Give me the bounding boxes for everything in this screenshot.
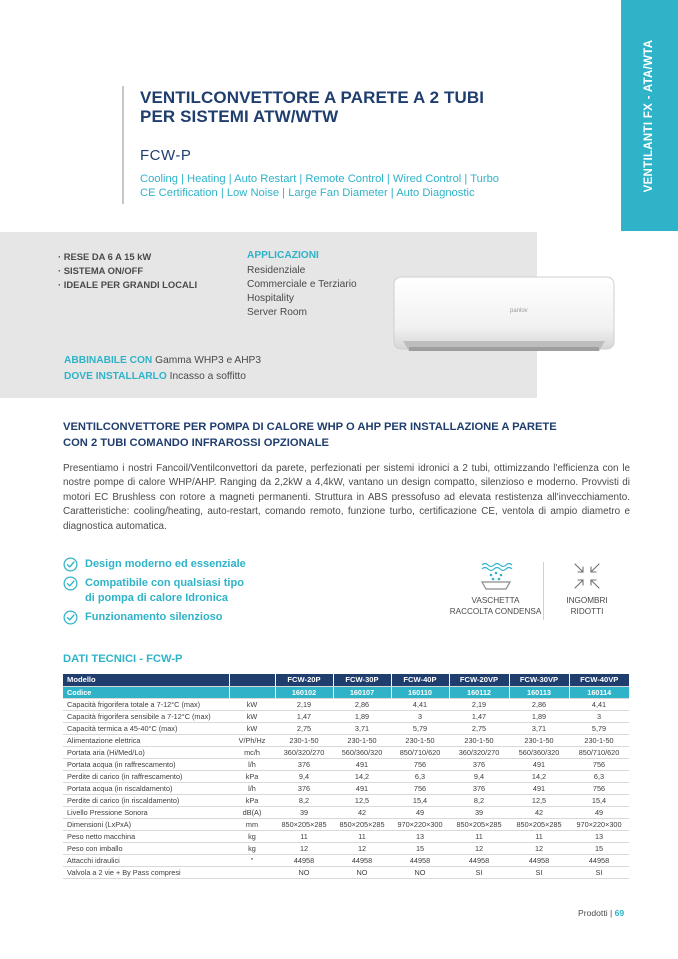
table-cell: Alimentazione elettrica bbox=[63, 734, 229, 746]
table-header-cell: FCW-40VP bbox=[569, 674, 629, 686]
table-cell: kW bbox=[229, 722, 275, 734]
benefit-list bbox=[63, 557, 246, 629]
feature-list bbox=[140, 172, 610, 200]
table-cell: 11 bbox=[509, 830, 569, 842]
table-cell: 3,71 bbox=[509, 722, 569, 734]
table-cell: V/Ph/Hz bbox=[229, 734, 275, 746]
table-cell: 1,89 bbox=[509, 710, 569, 722]
table-row bbox=[63, 710, 629, 722]
table-cell: 39 bbox=[449, 806, 509, 818]
table-cell: 13 bbox=[569, 830, 629, 842]
table-cell: 12 bbox=[275, 842, 333, 854]
table-cell: Codice bbox=[63, 686, 229, 698]
table-header-cell: FCW-20P bbox=[275, 674, 333, 686]
benefit-item bbox=[63, 576, 246, 606]
page-title bbox=[140, 88, 600, 126]
table-cell: 491 bbox=[333, 758, 391, 770]
table-cell: 756 bbox=[391, 782, 449, 794]
table-cell: 160110 bbox=[391, 686, 449, 698]
feature-line: Cooling | Heating | Auto Restart | Remote Control | Wired Control | Turbo bbox=[140, 173, 500, 185]
highlight-item: · IDEALE PER GRANDI LOCALI bbox=[58, 279, 198, 290]
check-circle-icon bbox=[63, 576, 78, 591]
table-cell: 6,3 bbox=[569, 770, 629, 782]
benefit-text: Funzionamento silenzioso bbox=[85, 611, 223, 623]
page-title-line: VENTILCONVETTORE A PARETE A 2 TUBI bbox=[140, 88, 485, 107]
check-circle-icon bbox=[63, 557, 78, 572]
table-cell: 6,3 bbox=[391, 770, 449, 782]
highlight-list bbox=[58, 250, 197, 292]
install-value: Incasso a soffitto bbox=[169, 371, 246, 382]
table-cell: 11 bbox=[333, 830, 391, 842]
highlight-item: · SISTEMA ON/OFF bbox=[58, 265, 144, 276]
table-cell: 970×220×300 bbox=[391, 818, 449, 830]
table-cell: 2,19 bbox=[275, 698, 333, 710]
table-cell: Valvola a 2 vie + By Pass compresi bbox=[63, 866, 229, 878]
table-cell: 49 bbox=[391, 806, 449, 818]
compatible-label: ABBINABILE CON bbox=[64, 355, 153, 366]
compatible-value: Gamma WHP3 e AHP3 bbox=[155, 355, 262, 366]
table-cell: Portata aria (Hi/Med/Lo) bbox=[63, 746, 229, 758]
install-label: DOVE INSTALLARLO bbox=[64, 371, 167, 382]
table-cell: 44958 bbox=[333, 854, 391, 866]
benefit-text: Compatibile con qualsiasi tipo bbox=[85, 577, 244, 589]
table-cell: 850/710/620 bbox=[391, 746, 449, 758]
table-row bbox=[63, 734, 629, 746]
table-cell: NO bbox=[333, 866, 391, 878]
table-row bbox=[63, 770, 629, 782]
compatibility-info bbox=[64, 353, 261, 385]
table-cell: Capacità frigorifera sensibile a 7-12°C (max) bbox=[63, 710, 229, 722]
table-cell: 756 bbox=[569, 758, 629, 770]
table-cell: Livello Pressione Sonora bbox=[63, 806, 229, 818]
table-cell: 1,47 bbox=[449, 710, 509, 722]
table-header-row bbox=[63, 674, 629, 686]
table-cell: 12 bbox=[333, 842, 391, 854]
feature-icon-block bbox=[448, 560, 543, 617]
applications-list bbox=[247, 264, 357, 320]
table-cell: 13 bbox=[391, 830, 449, 842]
table-cell: 12,5 bbox=[333, 794, 391, 806]
table-cell: NO bbox=[391, 866, 449, 878]
table-cell: 230-1-50 bbox=[333, 734, 391, 746]
table-row bbox=[63, 746, 629, 758]
table-cell: 5,79 bbox=[569, 722, 629, 734]
side-category-tab bbox=[621, 0, 678, 231]
table-cell bbox=[229, 686, 275, 698]
table-cell: 850×205×285 bbox=[449, 818, 509, 830]
table-cell: 5,79 bbox=[391, 722, 449, 734]
table-cell: 8,2 bbox=[275, 794, 333, 806]
application-item: Hospitality bbox=[247, 293, 294, 304]
table-cell: 44958 bbox=[569, 854, 629, 866]
table-cell: 12,5 bbox=[509, 794, 569, 806]
table-cell: 230-1-50 bbox=[569, 734, 629, 746]
table-header-cell: FCW-20VP bbox=[449, 674, 509, 686]
feature-icon-label: VASCHETTA bbox=[471, 596, 520, 605]
table-cell: 49 bbox=[569, 806, 629, 818]
table-cell: 9,4 bbox=[449, 770, 509, 782]
page-number: 69 bbox=[614, 908, 625, 918]
table-cell: 160102 bbox=[275, 686, 333, 698]
table-cell: 2,86 bbox=[509, 698, 569, 710]
table-row bbox=[63, 866, 629, 878]
table-cell: 850/710/620 bbox=[569, 746, 629, 758]
table-header-cell: FCW-30VP bbox=[509, 674, 569, 686]
tech-specs-table bbox=[63, 674, 629, 879]
table-cell: 11 bbox=[449, 830, 509, 842]
table-cell: SI bbox=[449, 866, 509, 878]
table-cell: 970×220×300 bbox=[569, 818, 629, 830]
page-footer bbox=[578, 908, 624, 918]
table-cell: 850×205×285 bbox=[333, 818, 391, 830]
table-cell: 560/360/320 bbox=[509, 746, 569, 758]
section-title-line: CON 2 TUBI COMANDO INFRAROSSI OPZIONALE bbox=[63, 436, 330, 449]
table-row bbox=[63, 758, 629, 770]
intro-paragraph: Presentiamo i nostri Fancoil/Ventilconvettori da parete, perfezionati per sistemi idronici a 2 tubi, ottimizzando l'efficienza con le nostre pompe di calore WHP/AHP. Ranging da 2,2kW a 4,4kW, vantano un design compatto, silenzioso e moderno. Provvisti di motori EC Brushless con rotore a magneti permanenti. Struttura in ABS pressofuso ad elevata restistenza all'invecchiamento. Caratteristiche: cooling/heating, auto-restart, comando remoto, funzione turbo, certificazione CE, ventola di ampio diametro e diagnostica automatica. bbox=[63, 463, 630, 532]
table-cell: 4,41 bbox=[391, 698, 449, 710]
table-cell: 3 bbox=[569, 710, 629, 722]
table-cell: mm bbox=[229, 818, 275, 830]
feature-icon-block bbox=[552, 560, 622, 617]
table-cell: l/h bbox=[229, 758, 275, 770]
table-cell: 560/360/320 bbox=[333, 746, 391, 758]
table-cell: Attacchi idraulici bbox=[63, 854, 229, 866]
table-cell: 850×205×285 bbox=[275, 818, 333, 830]
application-item: Server Room bbox=[247, 307, 308, 318]
table-cell: Portata acqua (in riscaldamento) bbox=[63, 782, 229, 794]
table-cell: 9,4 bbox=[275, 770, 333, 782]
table-cell: Capacità termica a 45-40°C (max) bbox=[63, 722, 229, 734]
table-code-row bbox=[63, 686, 629, 698]
table-cell bbox=[229, 866, 275, 878]
table-header-cell: Modello bbox=[63, 674, 229, 686]
table-cell: 230-1-50 bbox=[509, 734, 569, 746]
table-row bbox=[63, 794, 629, 806]
table-cell: kW bbox=[229, 698, 275, 710]
table-cell: Peso con imballo bbox=[63, 842, 229, 854]
check-circle-icon bbox=[63, 610, 78, 625]
table-cell: 850×205×285 bbox=[509, 818, 569, 830]
table-cell: 2,86 bbox=[333, 698, 391, 710]
table-cell: 44958 bbox=[509, 854, 569, 866]
tech-data-title: DATI TECNICI - FCW-P bbox=[63, 653, 183, 665]
table-cell: Peso netto macchina bbox=[63, 830, 229, 842]
table-cell: kg bbox=[229, 842, 275, 854]
application-item: Commerciale e Terziario bbox=[247, 279, 357, 290]
table-cell: Dimensioni (LxPxA) bbox=[63, 818, 229, 830]
applications-title: APPLICAZIONI bbox=[247, 250, 319, 261]
table-cell: 360/320/270 bbox=[449, 746, 509, 758]
table-cell: kPa bbox=[229, 794, 275, 806]
table-header-cell: FCW-30P bbox=[333, 674, 391, 686]
icon-divider bbox=[543, 562, 544, 620]
table-cell: l/h bbox=[229, 782, 275, 794]
table-cell: Capacità frigorifera totale a 7-12°C (max) bbox=[63, 698, 229, 710]
table-cell: 376 bbox=[275, 782, 333, 794]
table-row bbox=[63, 806, 629, 818]
table-cell: 376 bbox=[449, 758, 509, 770]
table-cell: kPa bbox=[229, 770, 275, 782]
table-cell: 42 bbox=[509, 806, 569, 818]
table-cell: kg bbox=[229, 830, 275, 842]
table-cell: 44958 bbox=[391, 854, 449, 866]
table-cell: 39 bbox=[275, 806, 333, 818]
feature-icon-label: INGOMBRI bbox=[566, 596, 608, 605]
table-cell: 2,75 bbox=[449, 722, 509, 734]
table-cell: 11 bbox=[275, 830, 333, 842]
benefit-item bbox=[63, 557, 246, 572]
benefit-item bbox=[63, 610, 246, 625]
table-cell: dB(A) bbox=[229, 806, 275, 818]
table-cell: 360/320/270 bbox=[275, 746, 333, 758]
table-cell: 2,19 bbox=[449, 698, 509, 710]
table-cell: " bbox=[229, 854, 275, 866]
compact-size-icon bbox=[571, 560, 603, 592]
table-cell: 491 bbox=[333, 782, 391, 794]
table-cell: Perdite di carico (in raffrescamento) bbox=[63, 770, 229, 782]
table-cell: 160107 bbox=[333, 686, 391, 698]
unit-brand-mark: panlov bbox=[510, 308, 528, 314]
table-cell: 14,2 bbox=[509, 770, 569, 782]
table-cell: Portata acqua (in raffrescamento) bbox=[63, 758, 229, 770]
table-cell: 15,4 bbox=[569, 794, 629, 806]
feature-line: CE Certification | Low Noise | Large Fan Diameter | Auto Diagnostic bbox=[140, 187, 475, 199]
table-header-cell: FCW-40P bbox=[391, 674, 449, 686]
table-cell: SI bbox=[509, 866, 569, 878]
table-cell: 491 bbox=[509, 758, 569, 770]
table-cell: 230-1-50 bbox=[275, 734, 333, 746]
table-row bbox=[63, 854, 629, 866]
table-cell: 1,47 bbox=[275, 710, 333, 722]
table-cell: 14,2 bbox=[333, 770, 391, 782]
section-title bbox=[63, 420, 623, 451]
table-cell: 160114 bbox=[569, 686, 629, 698]
model-name: FCW-P bbox=[140, 147, 192, 164]
wall-unit-illustration bbox=[393, 275, 615, 355]
table-row bbox=[63, 698, 629, 710]
table-row bbox=[63, 722, 629, 734]
title-accent-bar bbox=[122, 86, 124, 204]
table-cell: 230-1-50 bbox=[449, 734, 509, 746]
benefit-text: Design moderno ed essenziale bbox=[85, 558, 246, 570]
table-cell: 15,4 bbox=[391, 794, 449, 806]
application-item: Residenziale bbox=[247, 265, 306, 276]
table-cell: 3,71 bbox=[333, 722, 391, 734]
feature-icon-label: RIDOTTI bbox=[570, 606, 604, 616]
table-row bbox=[63, 782, 629, 794]
table-cell: 15 bbox=[391, 842, 449, 854]
table-cell: SI bbox=[569, 866, 629, 878]
section-title-line: VENTILCONVETTORE PER POMPA DI CALORE WHP O AHP PER INSTALLAZIONE A PARETE bbox=[63, 421, 557, 433]
table-cell: 15 bbox=[569, 842, 629, 854]
feature-icon-label: RACCOLTA CONDENSA bbox=[449, 606, 542, 616]
table-cell: 4,41 bbox=[569, 698, 629, 710]
table-cell: Perdite di carico (in riscaldamento) bbox=[63, 794, 229, 806]
water-tray-icon bbox=[476, 560, 516, 592]
table-cell: 491 bbox=[509, 782, 569, 794]
table-cell: 1,89 bbox=[333, 710, 391, 722]
table-cell: 3 bbox=[391, 710, 449, 722]
table-cell: mc/h bbox=[229, 746, 275, 758]
page-title-line: PER SISTEMI ATW/WTW bbox=[140, 107, 339, 126]
highlight-item: · RESE DA 6 A 15 kW bbox=[58, 251, 152, 262]
table-row bbox=[63, 842, 629, 854]
table-cell: NO bbox=[275, 866, 333, 878]
table-cell: 44958 bbox=[449, 854, 509, 866]
table-cell: kW bbox=[229, 710, 275, 722]
footer-label: Prodotti | bbox=[578, 908, 613, 918]
table-cell: 42 bbox=[333, 806, 391, 818]
table-cell: 44958 bbox=[275, 854, 333, 866]
table-row bbox=[63, 818, 629, 830]
table-cell: 756 bbox=[391, 758, 449, 770]
table-row bbox=[63, 830, 629, 842]
table-cell: 160112 bbox=[449, 686, 509, 698]
table-cell: 160113 bbox=[509, 686, 569, 698]
table-cell: 8,2 bbox=[449, 794, 509, 806]
benefit-text: di pompa di calore Idronica bbox=[85, 592, 229, 604]
table-cell: 230-1-50 bbox=[391, 734, 449, 746]
table-cell: 12 bbox=[509, 842, 569, 854]
table-cell: 376 bbox=[449, 782, 509, 794]
table-cell: 2,75 bbox=[275, 722, 333, 734]
table-cell: 756 bbox=[569, 782, 629, 794]
table-header-cell bbox=[229, 674, 275, 686]
table-cell: 376 bbox=[275, 758, 333, 770]
table-cell: 12 bbox=[449, 842, 509, 854]
side-category-label: VENTILANTI FX - ATA/WTA bbox=[643, 39, 655, 193]
